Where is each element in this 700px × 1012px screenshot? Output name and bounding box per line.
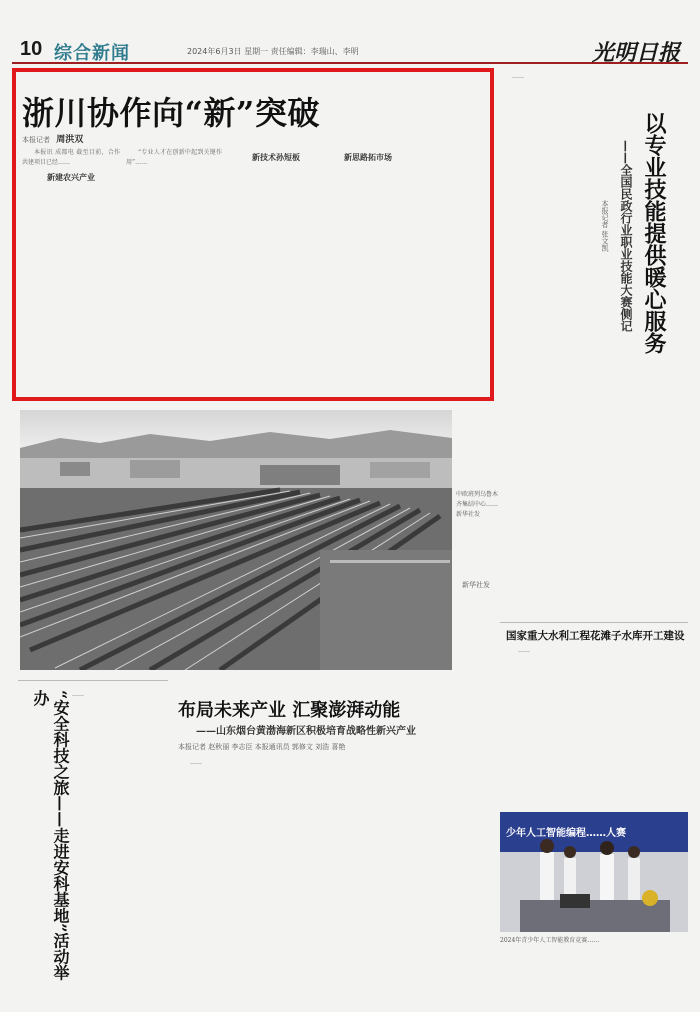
lead-col-1-text: 本报讯 成都电 截至目前，合作共建项目已经…… [22, 149, 120, 166]
page-header [12, 38, 688, 64]
lead-byline [22, 132, 83, 145]
header-meta: 2024年6月3日 星期一 责任编辑：李瑞山、李明 [187, 47, 359, 56]
safety-text [60, 690, 168, 1002]
future-byline: 本报记者 赵秋丽 李志臣 本报通讯员 郭修文 刘浩 喜艳 [178, 743, 346, 751]
divider-water [500, 622, 688, 623]
rail-photo-credit: 新华社发 [462, 581, 490, 589]
divider-safety [18, 680, 168, 681]
rail-photo-caption: 中欧班列乌鲁木齐集结中心……新华社发 [456, 491, 499, 518]
lead-col-2 [126, 148, 222, 388]
lead-byline-name: 周洪双 [56, 135, 84, 145]
masthead: 光明日报 [591, 40, 680, 66]
safety-body: …… [72, 691, 84, 698]
water-col-2 [598, 646, 686, 796]
right-subheadline: ——全国民政行业职业技能大赛侧记 [619, 140, 633, 332]
lead-col-4 [330, 148, 406, 388]
lead-col-5 [412, 148, 488, 388]
robot-photo-sign: 少年人工智能编程……人赛 [506, 828, 626, 839]
right-col-text-2 [584, 370, 688, 620]
future-col-2 [286, 758, 390, 998]
future-col-3 [394, 758, 494, 998]
lead-subhead-2: 新技术孙短板 [252, 153, 300, 162]
lead-subhead-3: 新思路拓市场 [344, 153, 392, 162]
lead-col-3 [228, 148, 324, 388]
right-col-text-1 [500, 72, 578, 612]
lead-byline-prefix: 本报记者 [22, 136, 50, 144]
future-body: …… [190, 759, 202, 766]
water-col-1 [506, 646, 594, 796]
page-number: 10 [20, 38, 43, 60]
robot-photo-caption: 2024年青少年人工智能教育竞赛…… [500, 937, 600, 944]
right-byline: 本报记者 张文凯 [601, 200, 609, 252]
lead-subhead-1: 新建农兴产业 [47, 172, 95, 182]
lead-col-2-text: “专业人才在创新中起到关键作用”…… [126, 149, 222, 166]
right-headline: 以专业技能提供暖心服务 [641, 112, 667, 354]
future-headline: 布局未来产业 汇聚澎湃动能 [178, 700, 401, 721]
future-subheadline: ——山东烟台黄渤海新区积极培育战略性新兴产业 [196, 726, 416, 737]
robot-photo-illustration [500, 812, 688, 932]
lead-headline: 浙川协作向“新”突破 [22, 94, 320, 132]
water-body: …… [518, 647, 530, 654]
rail-yard-illustration [20, 410, 452, 670]
water-headline: 国家重大水利工程花滩子水库开工建设 [506, 630, 685, 642]
robot-competition-photo [500, 812, 688, 932]
lead-col-1 [22, 148, 120, 388]
rail-yard-photo [20, 410, 452, 670]
safety-headline: “安全科技之旅——走进安科基地”活动举办 [31, 690, 70, 981]
right-col-body: …… [512, 73, 524, 80]
section-title: 综合新闻 [54, 43, 130, 64]
future-col-1 [178, 758, 282, 998]
